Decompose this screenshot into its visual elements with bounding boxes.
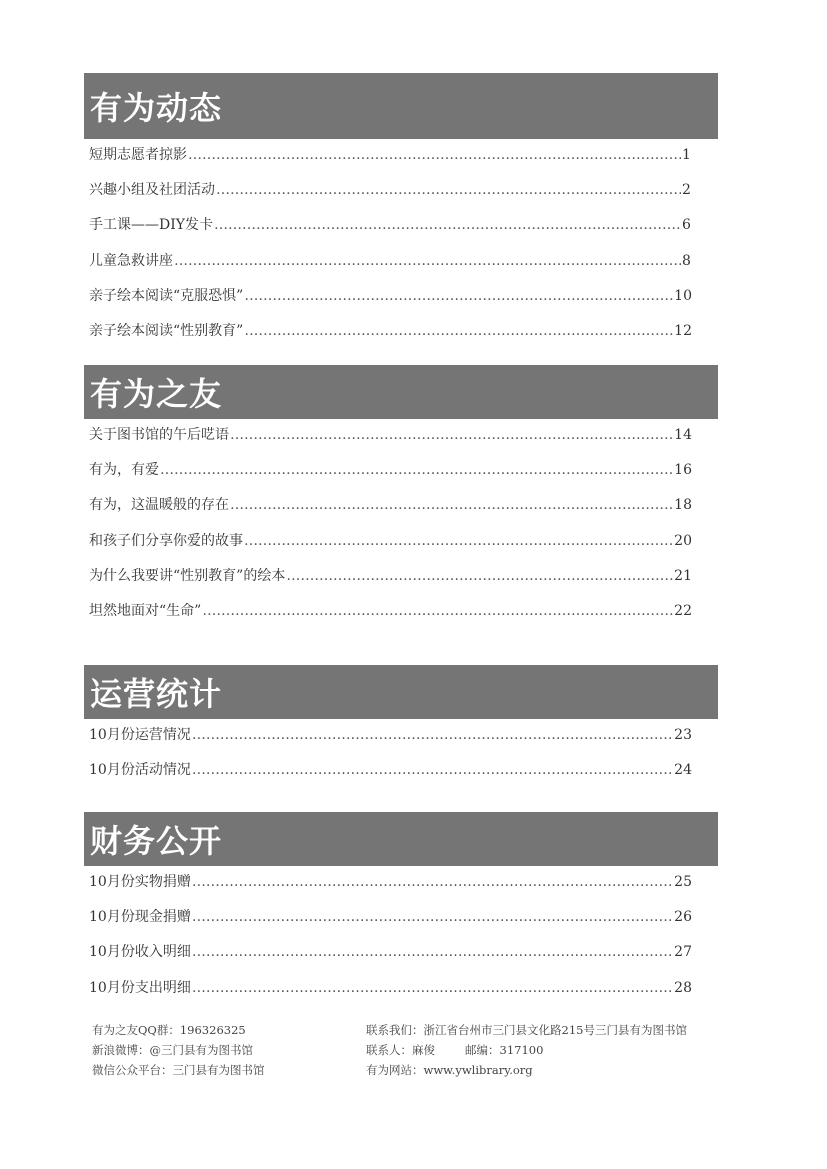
toc-entry-page: 10 <box>674 287 692 304</box>
contact-person: 联系人：麻俊 <box>366 1043 435 1057</box>
leader-dots <box>174 253 681 269</box>
toc-entry-page: 21 <box>674 567 692 584</box>
contact-person-postcode <box>366 1040 543 1060</box>
toc-entry-title: 亲子绘本阅读“性别教育” <box>89 322 244 339</box>
toc-list <box>84 424 718 635</box>
leader-dots <box>230 497 673 513</box>
toc-entry[interactable] <box>84 424 718 459</box>
toc-entry-page: 22 <box>674 602 692 619</box>
leader-dots <box>230 427 673 443</box>
toc-entry-page: 27 <box>674 944 692 961</box>
toc-entry[interactable] <box>84 494 718 529</box>
toc-entry[interactable] <box>84 144 718 179</box>
toc-entry-title: 关于图书馆的午后呓语 <box>89 427 229 443</box>
toc-entry-title: 手工课——DIY发卡 <box>89 217 213 234</box>
toc-entry-page: 20 <box>674 532 692 549</box>
toc-entry-title: 有为，有爱 <box>89 462 159 479</box>
toc-entry-title: 亲子绘本阅读“克服恐惧” <box>89 287 244 304</box>
toc-entry-title: 坦然地面对“生命” <box>89 602 202 619</box>
section-title: 运营统计 <box>84 665 718 719</box>
leader-dots <box>192 727 673 743</box>
section-finance <box>84 812 718 1012</box>
section-friends <box>84 365 718 635</box>
toc-entry[interactable] <box>84 941 718 976</box>
toc-entry[interactable] <box>84 871 718 906</box>
toc-entry-page: 23 <box>674 727 692 743</box>
leader-dots <box>188 147 681 163</box>
toc-entry-title: 10月份收入明细 <box>89 944 191 961</box>
section-title: 有为之友 <box>84 365 718 419</box>
toc-entry[interactable] <box>84 906 718 941</box>
toc-entry-page: 2 <box>682 182 691 199</box>
toc-entry[interactable] <box>84 285 718 320</box>
leader-dots <box>286 568 673 584</box>
toc-entry-page: 25 <box>674 874 692 890</box>
qq-group: 有为之友QQ群：196326325 <box>92 1023 246 1037</box>
toc-entry-page: 28 <box>674 979 692 996</box>
section-title: 有为动态 <box>84 73 718 139</box>
toc-entry[interactable] <box>84 724 718 759</box>
leader-dots <box>192 980 673 996</box>
leader-dots <box>192 874 673 890</box>
section-news <box>84 73 718 355</box>
toc-entry[interactable] <box>84 977 718 1012</box>
leader-dots <box>244 533 673 549</box>
toc-entry[interactable] <box>84 530 718 565</box>
toc-entry-page: 16 <box>674 462 692 479</box>
leader-dots <box>192 762 673 778</box>
toc-entry-page: 8 <box>682 252 691 269</box>
leader-dots <box>216 182 681 198</box>
toc-entry-title: 有为，这温暖般的存在 <box>89 497 229 514</box>
weibo-account: 新浪微博：@三门县有为图书馆 <box>92 1043 253 1057</box>
toc-entry-title: 儿童急救讲座 <box>89 252 173 269</box>
toc-entry[interactable] <box>84 214 718 249</box>
leader-dots <box>160 462 673 478</box>
leader-dots <box>192 944 673 960</box>
wechat-account: 微信公众平台：三门县有为图书馆 <box>92 1063 265 1077</box>
toc-entry-title: 和孩子们分享你爱的故事 <box>89 532 243 549</box>
footer-contact-info <box>92 1020 772 1080</box>
toc-entry[interactable] <box>84 565 718 600</box>
toc-entry-page: 12 <box>674 322 692 339</box>
toc-entry[interactable] <box>84 459 718 494</box>
toc-entry-page: 24 <box>674 762 692 779</box>
section-title: 财务公开 <box>84 812 718 866</box>
leader-dots <box>192 909 673 925</box>
toc-entry-page: 18 <box>674 497 692 514</box>
toc-entry-title: 10月份现金捐赠 <box>89 909 191 926</box>
leader-dots <box>214 217 681 233</box>
toc-entry[interactable] <box>84 759 718 794</box>
toc-entry-title: 10月份运营情况 <box>89 727 191 743</box>
leader-dots <box>202 603 673 619</box>
toc-entry-title: 10月份支出明细 <box>89 979 191 996</box>
toc-list <box>84 724 718 794</box>
toc-list <box>84 144 718 355</box>
toc-entry-title: 10月份活动情况 <box>89 762 191 779</box>
toc-entry[interactable] <box>84 179 718 214</box>
leader-dots <box>244 288 673 304</box>
contact-address: 联系我们：浙江省台州市三门县文化路215号三门县有为图书馆 <box>366 1023 687 1037</box>
toc-entry[interactable] <box>84 600 718 635</box>
toc-entry-title: 短期志愿者掠影 <box>89 147 187 163</box>
toc-entry-title: 10月份实物捐赠 <box>89 874 191 890</box>
toc-entry-page: 14 <box>674 427 692 443</box>
toc-entry[interactable] <box>84 320 718 355</box>
section-operations <box>84 665 718 794</box>
leader-dots <box>244 323 673 339</box>
postcode: 邮编：317100 <box>465 1043 544 1057</box>
toc-entry-title: 为什么我要讲“性别教育”的绘本 <box>89 567 286 584</box>
website-link[interactable]: 有为网站：www.ywlibrary.org <box>366 1063 533 1077</box>
toc-entry[interactable] <box>84 250 718 285</box>
toc-entry-page: 6 <box>682 217 691 234</box>
toc-entry-page: 1 <box>682 147 691 163</box>
toc-list <box>84 871 718 1012</box>
toc-entry-title: 兴趣小组及社团活动 <box>89 182 215 199</box>
toc-entry-page: 26 <box>674 909 692 926</box>
